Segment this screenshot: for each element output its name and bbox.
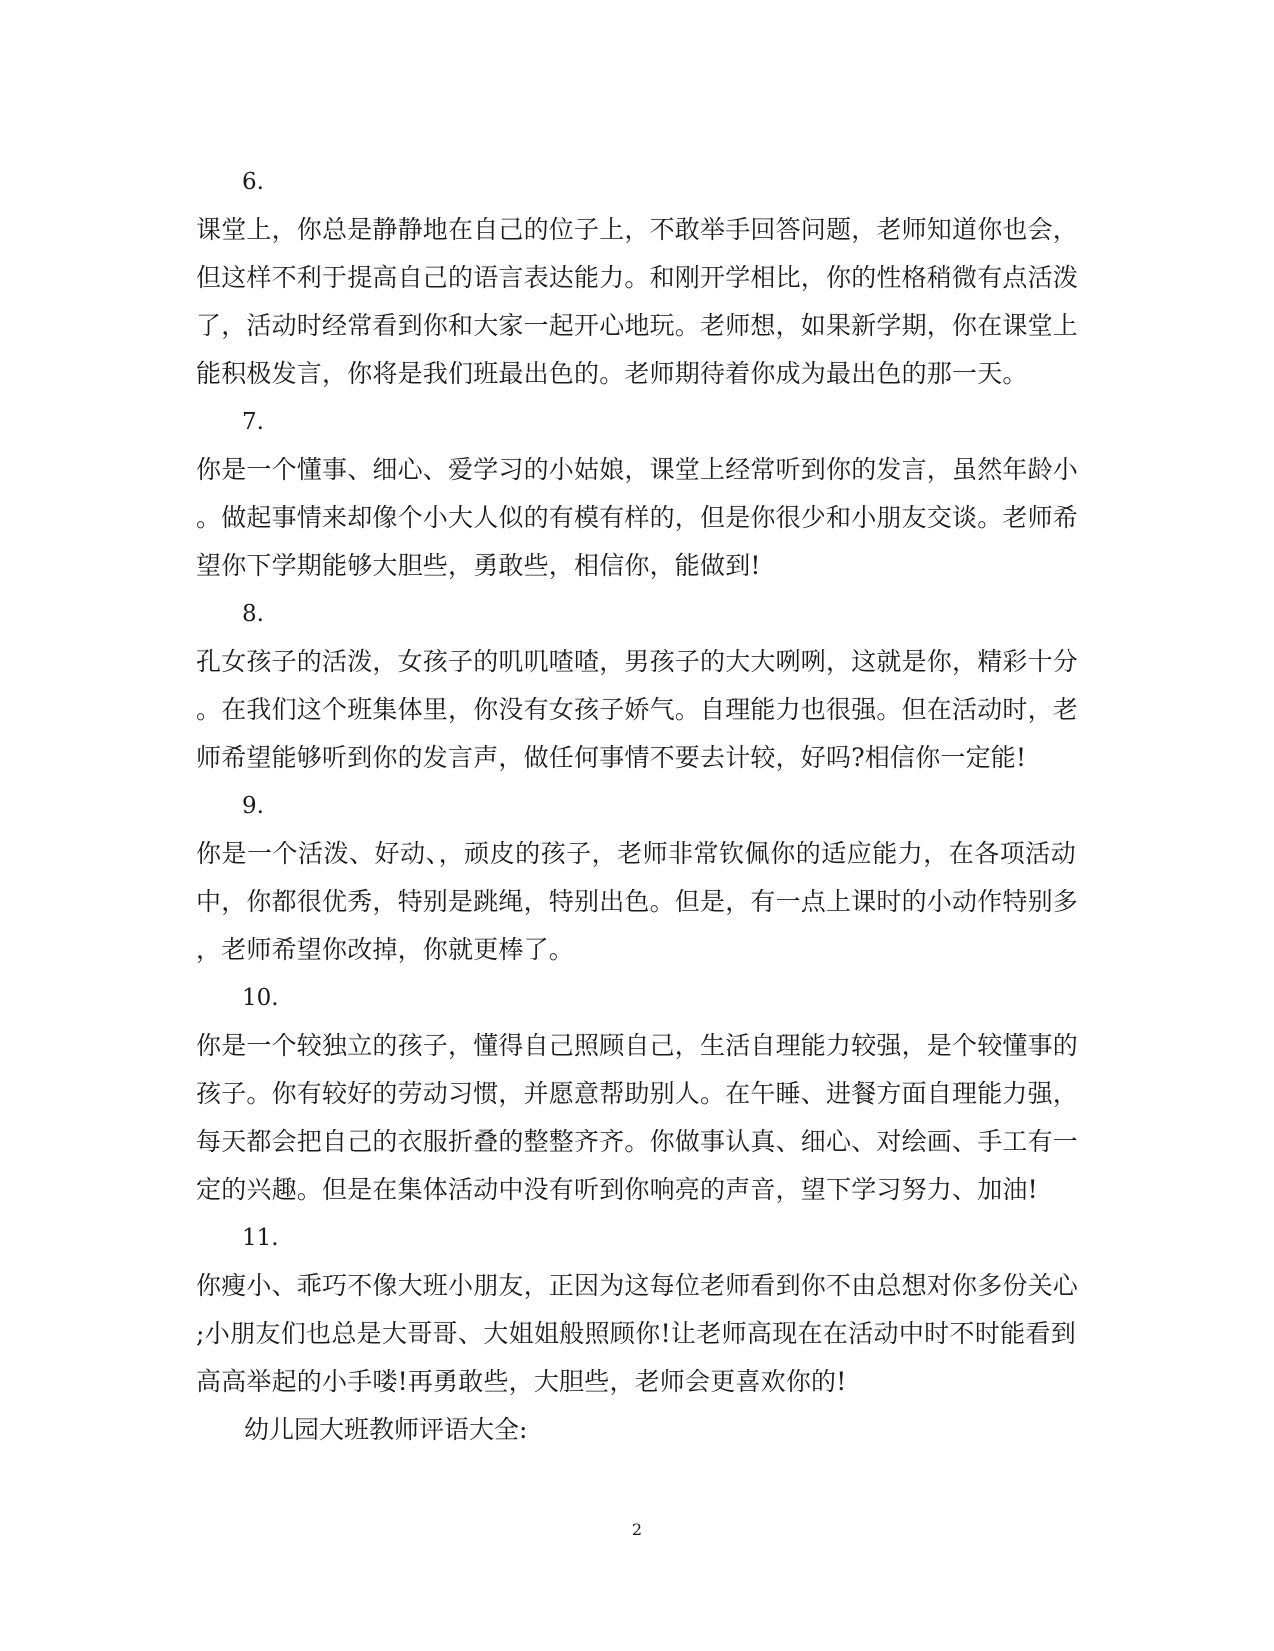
entry-line: 你是一个较独立的孩子，懂得自己照顾自己，生活自理能力较强，是个较懂事的 (196, 1031, 1079, 1060)
entry-line: 每天都会把自己的衣服折叠的整整齐齐。你做事认真、细心、对绘画、手工有一 (196, 1127, 1079, 1156)
document-body (196, 158, 1079, 1454)
entry-number: 6. (242, 169, 264, 195)
page-number: 2 (631, 1520, 643, 1539)
entry-line: 课堂上，你总是静静地在自己的位子上，不敢举手回答问题，老师知道你也会， (196, 215, 1079, 244)
section-heading: 幼儿园大班教师评语大全: (244, 1415, 528, 1444)
entry-line: 你是一个活泼、好动、，顽皮的孩子，老师非常钦佩你的适应能力，在各项活动 (196, 839, 1076, 868)
entry-number: 10. (242, 985, 279, 1011)
entry-line: 师希望能够听到你的发言声，做任何事情不要去计较，好吗?相信你一定能! (196, 743, 1027, 772)
entry-line: 高高举起的小手喽!再勇敢些，大胆些，老师会更喜欢你的! (196, 1367, 847, 1396)
entry-line: 你瘦小、乖巧不像大班小朋友，正因为这每位老师看到你不由总想对你多份关心 (196, 1271, 1079, 1300)
entry-line: 。在我们这个班集体里，你没有女孩子娇气。自理能力也很强。但在活动时，老 (196, 695, 1079, 724)
entry-line: ;小朋友们也总是大哥哥、大姐姐般照顾你!让老师高现在在活动中时不时能看到 (196, 1319, 1076, 1348)
entry-line: 但这样不利于提高自己的语言表达能力。和刚开学相比，你的性格稍微有点活泼 (196, 263, 1079, 292)
entry-line: 。做起事情来却像个小大人似的有模有样的，但是你很少和小朋友交谈。老师希 (196, 503, 1079, 532)
entry-line: ，老师希望你改掉，你就更棒了。 (196, 935, 575, 964)
entry-number: 9. (242, 793, 264, 819)
entry-line: 能积极发言，你将是我们班最出色的。老师期待着你成为最出色的那一天。 (196, 359, 1028, 388)
entry-line: 孩子。你有较好的劳动习惯，并愿意帮助别人。在午睡、进餐方面自理能力强， (196, 1079, 1079, 1108)
entry-line: 你是一个懂事、细心、爱学习的小姑娘，课堂上经常听到你的发言，虽然年龄小 (196, 455, 1079, 484)
entry-line: 孔女孩子的活泼，女孩子的叽叽喳喳，男孩子的大大咧咧，这就是你，精彩十分 (196, 647, 1079, 676)
entry-number: 8. (242, 601, 264, 627)
entry-number: 11. (242, 1225, 279, 1251)
entry-line: 定的兴趣。但是在集体活动中没有听到你响亮的声音，望下学习努力、加油! (196, 1175, 1038, 1204)
entry-line: 望你下学期能够大胆些，勇敢些，相信你，能做到! (196, 551, 761, 580)
entry-line: 中，你都很优秀，特别是跳绳，特别出色。但是，有一点上课时的小动作特别多 (196, 887, 1079, 916)
entry-number: 7. (242, 409, 264, 435)
entry-line: 了，活动时经常看到你和大家一起开心地玩。老师想，如果新学期，你在课堂上 (196, 311, 1079, 340)
